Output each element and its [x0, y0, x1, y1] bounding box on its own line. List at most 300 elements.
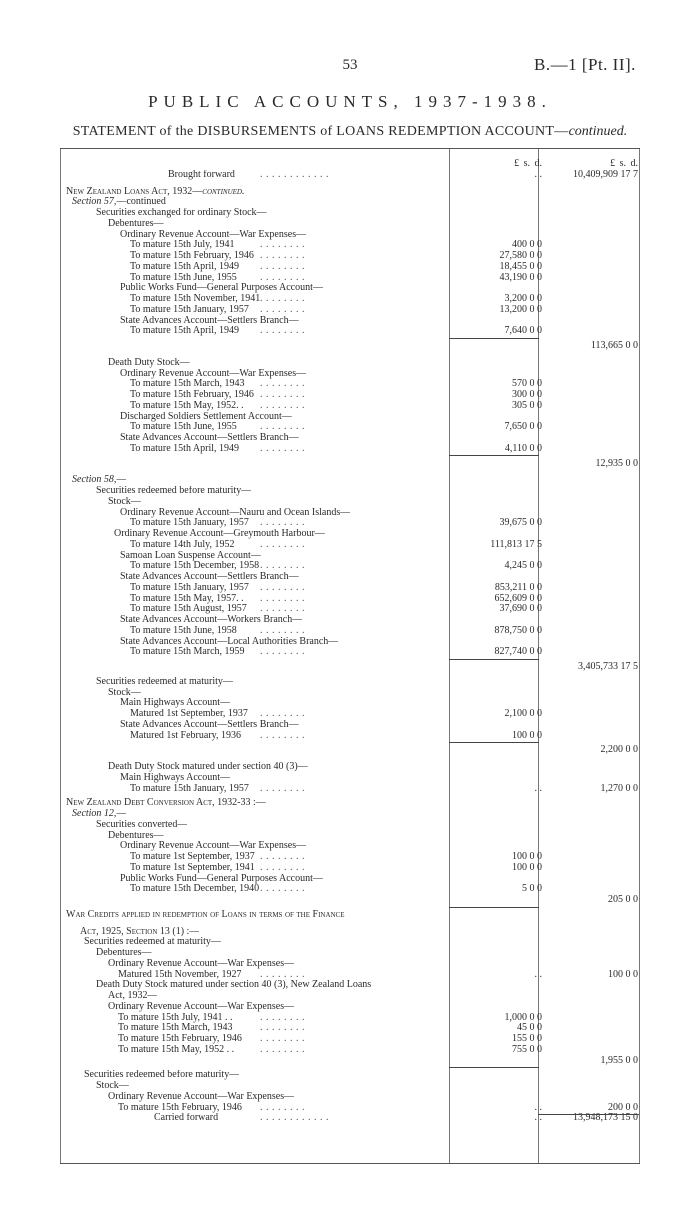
dot-leader: . . . . . . . .: [260, 538, 305, 550]
dot-leader: . . . . . . . .: [260, 239, 305, 251]
row-description: [118, 1034, 242, 1044]
table-row: [60, 240, 640, 250]
item-amount: 878,750 0 0: [494, 624, 542, 636]
row-description: [80, 927, 199, 937]
row-description: [118, 970, 241, 980]
table-row: [60, 283, 640, 293]
row-description-text: Ordinary Revenue Account—War Expenses—: [120, 841, 307, 852]
row-description: [130, 647, 245, 657]
item-amount: 7,650 0 0: [504, 421, 542, 433]
item-amount: £ s. d.: [514, 158, 542, 169]
table-row: [60, 709, 640, 719]
row-description-text: To mature 15th July, 1941: [130, 240, 235, 251]
item-amount: 37,690 0 0: [499, 603, 542, 615]
table-row: [60, 170, 640, 180]
table-row: [60, 305, 640, 315]
table-row: [60, 637, 640, 647]
dot-leader: . . . . . . . .: [260, 968, 305, 980]
item-amount: 100 0 0: [512, 729, 542, 741]
table-row: [60, 1081, 640, 1091]
table-row: [60, 422, 640, 432]
row-description-text: To mature 15th May, 1952. .: [130, 400, 244, 411]
table-row: [60, 874, 640, 884]
table-row: [60, 208, 640, 218]
row-description: [130, 305, 249, 315]
row-description: [96, 1081, 129, 1091]
row-description-text: Public Works Fund—General Purposes Account—: [120, 283, 323, 294]
table-row: [60, 762, 640, 772]
row-description-text: To mature 15th January, 1957: [130, 304, 249, 315]
row-description-text: Stock—: [96, 1081, 129, 1091]
total-amount: 100 0 0: [608, 968, 638, 980]
row-description: [130, 444, 239, 454]
row-description: [120, 637, 338, 647]
row-description-text: Death Duty Stock—: [108, 357, 190, 368]
dot-leader: . . . . . . . .: [260, 271, 305, 283]
row-description-text: Securities redeemed before maturity—: [84, 1070, 240, 1081]
table-row: [60, 677, 640, 687]
row-description-text: To mature 15th June, 1955: [130, 272, 237, 283]
row-description-text: State Advances Account—Settlers Branch—: [120, 433, 299, 443]
row-description: [168, 170, 235, 180]
dot-leader: . . . . . . . .: [260, 729, 305, 741]
row-description-text: Ordinary Revenue Account—War Expenses—: [120, 368, 307, 379]
row-description: [120, 773, 230, 783]
table-row: [60, 540, 640, 550]
item-amount: . .: [534, 1101, 542, 1113]
row-description: [120, 572, 299, 582]
row-description-text: State Advances Account—Settlers Branch—: [120, 719, 299, 730]
dot-leader: . . . . . . . .: [260, 1033, 305, 1044]
row-description: [130, 240, 234, 250]
dot-leader: . . . . . . . .: [260, 260, 305, 272]
dot-leader: . . . . . . . .: [260, 782, 305, 794]
table-row: [60, 991, 640, 1001]
dot-leader: . . . . . . . .: [260, 861, 305, 873]
row-description-text: State Advances Account—Local Authorities Branch—: [120, 636, 339, 647]
table-row: [60, 980, 640, 990]
row-description-text: War Credits applied in redemption of Loans in terms of the Finance: [66, 909, 345, 920]
total-amount: 10,409,909 17 7: [573, 168, 638, 180]
item-amount: 4,110 0 0: [504, 442, 542, 454]
row-description: [130, 731, 241, 741]
item-amount: 827,740 0 0: [494, 646, 542, 658]
table-row: [60, 927, 640, 937]
row-description-text: Debentures—: [108, 830, 164, 841]
row-description: [108, 831, 164, 841]
row-description: [118, 1013, 232, 1023]
row-description: [72, 197, 166, 207]
item-amount: 570 0 0: [512, 378, 542, 390]
row-description: [130, 273, 237, 283]
table-row: [60, 529, 640, 539]
item-amount: 2,100 0 0: [504, 708, 542, 719]
row-description-text: Matured 1st February, 1936: [130, 730, 241, 741]
row-description: [120, 508, 350, 518]
row-description: [120, 720, 299, 730]
row-description: [118, 1045, 234, 1055]
row-description-italic: Section 12,: [72, 809, 117, 819]
table-row: [60, 1002, 640, 1012]
row-description: [120, 698, 230, 708]
table-row: [60, 572, 640, 582]
item-amount: 45 0 0: [517, 1022, 542, 1034]
row-description-italic: Section 58,: [72, 475, 117, 486]
table-row: [60, 1070, 640, 1080]
row-description-text: To mature 15th June, 1955: [130, 422, 237, 433]
table-row: [60, 1023, 640, 1033]
table-row: [60, 731, 640, 741]
table-row: [60, 745, 640, 755]
row-description-text: Death Duty Stock matured under section 40 (3)—: [108, 762, 308, 772]
dot-leader: . . . . . . . . . . . .: [260, 168, 329, 180]
item-amount: 3,200 0 0: [504, 293, 542, 304]
row-description-italic: continued.: [202, 186, 245, 197]
dot-leader: . . . . . . . .: [260, 378, 305, 390]
dot-leader: . . . . . . . .: [260, 1101, 305, 1113]
row-description: [108, 219, 164, 229]
row-description: [66, 798, 266, 808]
table-row: [60, 1092, 640, 1102]
page-title: PUBLIC ACCOUNTS, 1937-1938.: [148, 92, 552, 111]
subtotal-rule: [538, 1114, 639, 1115]
subtotal-rule: [449, 455, 539, 456]
row-description-text: To mature 15th April, 1949: [130, 443, 240, 454]
item-amount: 13,200 0 0: [499, 303, 542, 315]
table-row: [60, 369, 640, 379]
disbursements-table: [60, 148, 640, 1164]
table-row: [60, 273, 640, 283]
table-row: [60, 444, 640, 454]
row-description: [130, 626, 237, 636]
row-description-text: To mature 15th February, 1946: [130, 251, 254, 261]
row-description-text: Samoan Loan Suspense Account—: [120, 550, 261, 561]
row-description-text: New Zealand Debt Conversion Act, 1932-33 :—: [66, 798, 266, 809]
row-description: [130, 262, 239, 272]
row-description-text: Securities redeemed at maturity—: [96, 676, 233, 687]
row-description: [130, 884, 259, 894]
total-amount: 200 0 0: [608, 1101, 638, 1113]
row-description-text: Debentures—: [108, 218, 164, 229]
item-amount: 27,580 0 0: [499, 250, 542, 261]
row-description: [108, 959, 294, 969]
row-description-text: Ordinary Revenue Account—War Expenses—: [120, 229, 307, 240]
subtitle-continued: continued.: [568, 124, 628, 139]
table-row: [60, 784, 640, 794]
row-description-text: Main Highways Account—: [120, 772, 230, 783]
row-description: [120, 551, 261, 561]
table-row: [60, 497, 640, 507]
total-amount: 205 0 0: [608, 894, 638, 905]
table-row: [60, 379, 640, 389]
row-description-text: To mature 15th February, 1946: [118, 1102, 242, 1113]
row-description: [108, 762, 308, 772]
total-amount: 113,665 0 0: [590, 340, 638, 351]
table-row: [60, 662, 640, 672]
table-row: [60, 1103, 640, 1113]
subtotal-rule: [449, 1067, 539, 1068]
dot-leader: . . . . . . . .: [260, 581, 305, 593]
row-description-text: To mature 15th May, 1957. .: [130, 593, 244, 604]
dot-leader: . . . . . . . .: [260, 303, 305, 315]
dot-leader: . . . . . . . .: [260, 603, 305, 615]
subtotal-rule: [449, 907, 539, 908]
dot-leader: . . . . . . . .: [260, 442, 305, 454]
row-description-text: Ordinary Revenue Account—Nauru and Ocean Islands—: [120, 507, 351, 518]
dot-leader: . . . . . . . .: [260, 517, 305, 529]
table-row: [60, 615, 640, 625]
row-description-text: To mature 15th June, 1958: [130, 625, 237, 636]
row-description-text: To mature 15th November, 1941: [130, 294, 261, 304]
statement-subtitle: [0, 124, 700, 140]
row-description-text: To mature 15th February, 1946: [130, 390, 254, 400]
row-description-text: To mature 15th March, 1959: [130, 647, 245, 658]
total-amount: 1,955 0 0: [600, 1054, 638, 1066]
item-amount: 755 0 0: [512, 1043, 542, 1055]
row-description: [130, 604, 247, 614]
table-row: [60, 604, 640, 614]
table-row: [60, 1034, 640, 1044]
row-description-text: To mature 1st September, 1941: [130, 862, 255, 873]
total-amount: £ s. d.: [610, 158, 638, 169]
row-description-text: To mature 15th January, 1957: [130, 582, 249, 593]
table-row: [60, 1013, 640, 1023]
table-row: [60, 698, 640, 708]
row-description-text: To mature 15th December, 1958: [130, 561, 260, 572]
item-amount: 39,675 0 0: [499, 517, 542, 529]
row-description: [154, 1113, 218, 1123]
total-amount: 3,405,733 17 5: [578, 661, 638, 672]
row-description-text: Debentures—: [96, 948, 152, 958]
dot-leader: . . . . . . . .: [260, 1011, 305, 1023]
row-description: [66, 187, 244, 197]
dot-leader: . . . . . . . .: [260, 1022, 305, 1034]
item-amount: 300 0 0: [512, 389, 542, 400]
table-row: [60, 798, 640, 808]
row-description-text: To mature 15th May, 1952 . .: [118, 1044, 235, 1055]
row-description-text: Matured 15th November, 1927: [118, 969, 242, 980]
item-amount: . .: [534, 1112, 542, 1124]
dot-leader: . . . . . . . .: [260, 560, 305, 572]
row-description: [108, 688, 141, 698]
row-description: [96, 677, 233, 687]
item-amount: 5 0 0: [522, 883, 542, 895]
table-row: [60, 1045, 640, 1055]
dot-leader: . . . . . . . .: [260, 399, 305, 411]
row-description: [120, 615, 302, 625]
row-description: [130, 294, 260, 304]
item-amount: 400 0 0: [512, 239, 542, 251]
table-row: [60, 316, 640, 326]
table-row: [60, 486, 640, 496]
row-description-suffix: —continued: [116, 197, 166, 208]
total-amount: 1,270 0 0: [600, 782, 638, 794]
dot-leader: . . . . . . . .: [260, 624, 305, 636]
row-description-text: Ordinary Revenue Account—War Expenses—: [108, 1001, 295, 1012]
row-description: [84, 937, 221, 947]
table-row: [60, 197, 640, 207]
row-description: [96, 208, 267, 218]
item-amount: 853,211 0 0: [494, 581, 542, 593]
table-row: [60, 647, 640, 657]
row-description-text: Discharged Soldiers Settlement Account—: [120, 411, 292, 422]
table-row: [60, 852, 640, 862]
table-row: [60, 841, 640, 851]
table-row: [60, 358, 640, 368]
row-description: [72, 475, 126, 485]
row-description: [96, 948, 152, 958]
row-description: [108, 1002, 294, 1012]
table-row: [60, 294, 640, 304]
table-row: [60, 773, 640, 783]
dot-leader: . . . . . . . .: [260, 293, 305, 304]
dot-leader: . . . . . . . .: [260, 592, 305, 604]
dot-leader: . . . . . . . .: [260, 421, 305, 433]
table-row: [60, 594, 640, 604]
row-description-text: Stock—: [108, 496, 141, 507]
row-description-text: To mature 15th July, 1941 . .: [118, 1012, 233, 1023]
item-amount: 155 0 0: [512, 1033, 542, 1044]
table-row: [60, 401, 640, 411]
item-amount: 111,813 17 5: [490, 538, 542, 550]
dot-leader: . . . . . . . .: [260, 1043, 305, 1055]
row-description-text: Brought forward: [168, 169, 235, 180]
table-row: [60, 187, 640, 197]
row-description-text: Securities redeemed before maturity—: [96, 486, 252, 496]
table-row: [60, 219, 640, 229]
row-description: [130, 540, 234, 550]
total-amount: 12,935 0 0: [595, 457, 638, 469]
item-amount: 18,455 0 0: [499, 260, 542, 272]
row-description: [130, 251, 254, 261]
item-amount: 7,640 0 0: [504, 325, 542, 337]
row-description-suffix: —: [116, 475, 127, 486]
row-description: [130, 326, 239, 336]
row-description-italic: Section 57,: [72, 197, 117, 208]
item-amount: 652,609 0 0: [494, 592, 542, 604]
row-description: [130, 863, 255, 873]
row-description-text: Stock—: [108, 687, 141, 698]
table-row: [60, 970, 640, 980]
row-description-text: Ordinary Revenue Account—War Expenses—: [108, 1091, 295, 1102]
row-description: [130, 594, 244, 604]
row-description: [96, 486, 251, 496]
item-amount: . .: [534, 968, 542, 980]
table-row: [60, 948, 640, 958]
row-description-text: Ordinary Revenue Account—Greymouth Harbour—: [114, 529, 325, 539]
table-row: [60, 159, 640, 169]
item-amount: . .: [534, 782, 542, 794]
row-description-text: To mature 14th July, 1952: [130, 539, 235, 550]
row-description-text: New Zealand Loans Act, 1932—: [66, 186, 203, 197]
table-row: [60, 341, 640, 351]
row-description-text: Act, 1932—: [108, 991, 158, 1001]
row-description: [114, 529, 325, 539]
table-row: [60, 863, 640, 873]
row-description-text: Securities exchanged for ordinary Stock—: [96, 208, 267, 218]
row-description: [130, 390, 254, 400]
row-description: [118, 1023, 233, 1033]
dot-leader: . . . . . . . .: [260, 325, 305, 337]
item-amount: 4,245 0 0: [504, 560, 542, 572]
table-row: [60, 720, 640, 730]
row-description-text: State Advances Account—Workers Branch—: [120, 615, 303, 625]
row-description-text: Ordinary Revenue Account—War Expenses—: [108, 958, 295, 969]
table-row: [60, 561, 640, 571]
table-row: [60, 937, 640, 947]
row-description: [96, 980, 371, 990]
table-row: [60, 583, 640, 593]
item-amount: . .: [534, 168, 542, 180]
table-row: [60, 895, 640, 905]
table-row: [60, 809, 640, 819]
table-row: [60, 412, 640, 422]
row-description: [108, 358, 190, 368]
row-description-text: To mature 1st September, 1937: [130, 852, 255, 862]
row-description: [130, 422, 237, 432]
subtotal-rule: [449, 742, 539, 743]
item-amount: 43,190 0 0: [499, 271, 542, 283]
row-description: [118, 1103, 242, 1113]
row-description: [72, 809, 126, 819]
item-amount: 1,000 0 0: [504, 1011, 542, 1023]
row-description-text: Act, 1925, Section 13 (1) :—: [80, 926, 200, 937]
dot-leader: . . . . . . . .: [260, 708, 305, 719]
row-description-text: To mature 15th April, 1949: [130, 326, 240, 337]
dot-leader: . . . . . . . .: [260, 250, 305, 261]
row-description: [130, 784, 249, 794]
row-description: [130, 583, 249, 593]
item-amount: 100 0 0: [512, 861, 542, 873]
table-row: [60, 688, 640, 698]
row-description-text: To mature 15th August, 1957: [130, 604, 247, 615]
row-description-text: Public Works Fund—General Purposes Account—: [120, 873, 323, 884]
row-description-text: Death Duty Stock matured under section 40 (3), New Zealand Loans: [96, 980, 372, 991]
row-description: [130, 852, 255, 862]
table-row: [60, 508, 640, 518]
table-row: [60, 459, 640, 469]
row-description: [130, 401, 244, 411]
row-description: [130, 379, 245, 389]
row-description: [130, 561, 259, 571]
row-description: [130, 709, 248, 719]
row-description-text: Main Highways Account—: [120, 698, 230, 709]
table-row: [60, 884, 640, 894]
row-description: [130, 518, 249, 528]
row-description-text: To mature 15th January, 1957: [130, 783, 249, 794]
row-description-text: To mature 15th December, 1940: [130, 884, 260, 895]
row-description-text: Securities converted—: [96, 819, 188, 830]
row-description-text: To mature 15th March, 1943: [118, 1023, 233, 1034]
table-row: [60, 518, 640, 528]
table-row: [60, 626, 640, 636]
row-description-text: To mature 15th March, 1943: [130, 379, 245, 390]
table-row: [60, 326, 640, 336]
document-reference: B.—1 [Pt. II].: [534, 55, 636, 74]
row-description-text: Carried forward: [154, 1113, 219, 1124]
subtitle-main: STATEMENT of the DISBURSEMENTS of LOANS REDEMPTION ACCOUNT—: [72, 124, 569, 139]
row-description: [120, 433, 299, 443]
table-row: [60, 820, 640, 830]
table-row: [60, 1056, 640, 1066]
row-description: [108, 1092, 294, 1102]
table-row: [60, 262, 640, 272]
table-row: [60, 551, 640, 561]
row-description-text: To mature 15th April, 1949: [130, 261, 240, 272]
table-row: [60, 910, 640, 920]
table-row: [60, 230, 640, 240]
subtotal-rule: [449, 338, 539, 339]
